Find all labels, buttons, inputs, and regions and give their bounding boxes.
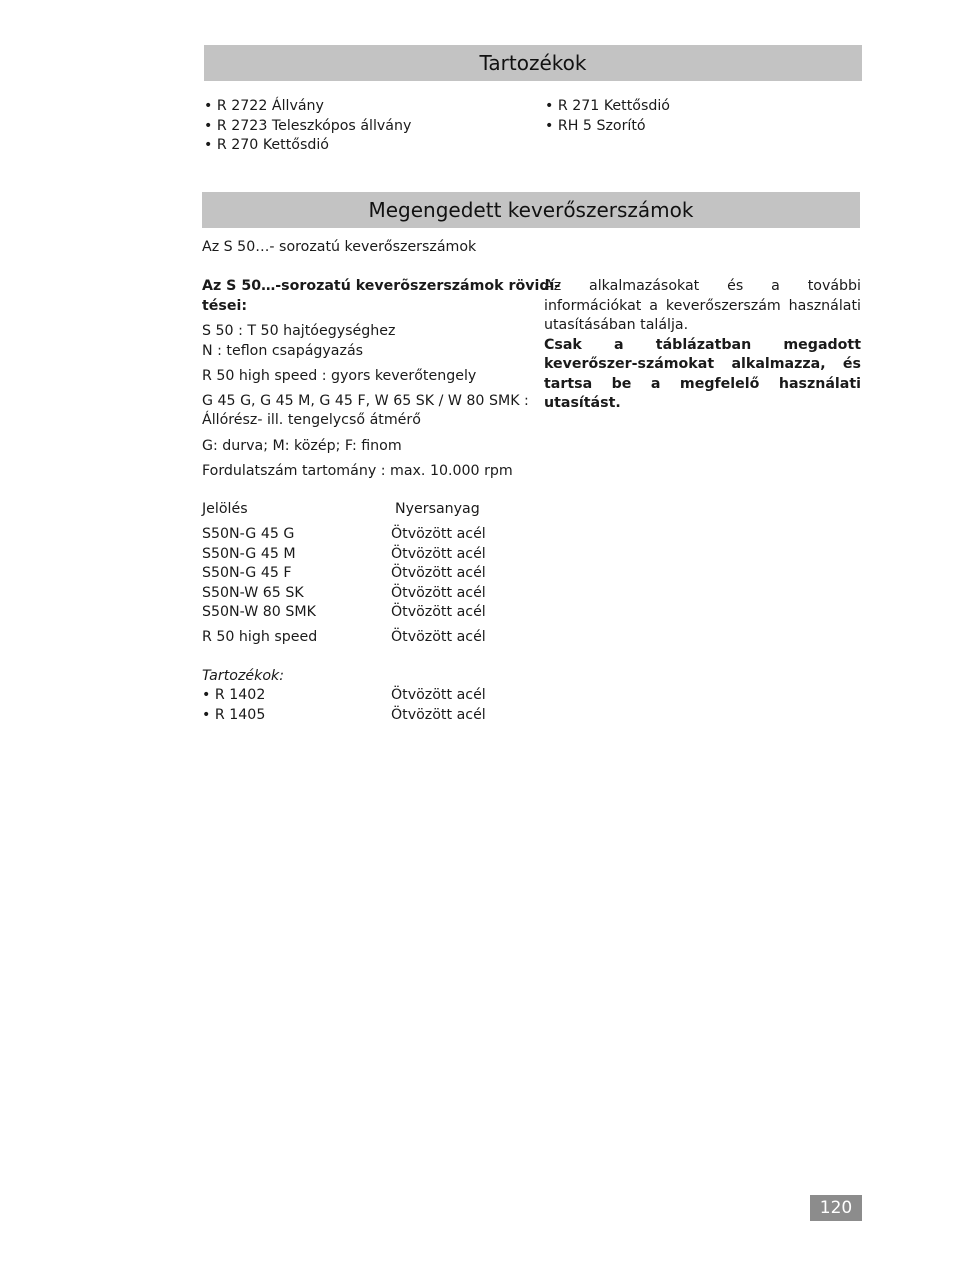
accessory-item: • R 271 Kettősdió [545,98,670,114]
table-row-designation: • R 1405 [202,706,266,723]
accessories-section-title: Tartozékok [204,45,862,81]
abbreviation-line: Állórész- ill. tengelycső átmérő [202,412,421,428]
series-heading: Az S 50…- sorozatú keverőszerszámok [202,239,477,255]
table-row-designation: S50N-G 45 M [202,545,296,562]
table-row-material: Ötvözött acél [391,526,486,542]
abbreviation-line: G: durva; M: közép; F: finom [202,437,402,454]
table-row-material: Ötvözött acél [391,604,486,620]
abbreviation-line: S 50 : T 50 hajtóegységhez [202,323,396,339]
abbreviation-line: N : teflon csapágyazás [202,342,364,359]
accessory-item: • RH 5 Szorító [545,117,646,134]
table-row-designation: • R 1402 [202,687,266,703]
accessory-item: • R 270 Kettősdió [204,137,329,153]
table-row-designation: S50N-G 45 G [202,526,295,542]
accessory-item: • R 2723 Teleszkópos állvány [204,117,412,134]
table-row-material: Ötvözött acél [391,706,486,723]
tools-section-title: Megengedett keverőszerszámok [202,192,860,228]
table-row-designation: S50N-W 65 SK [202,584,304,601]
table-row-material: Ötvözött acél [391,565,486,581]
accessory-item: • R 2722 Állvány [204,98,324,114]
abbreviation-heading: tései: [202,297,248,314]
page-number: 120 [810,1195,862,1221]
table-header-designation: Jelölés [202,501,248,517]
abbreviation-line: G 45 G, G 45 M, G 45 F, W 65 SK / W 80 SMK : [202,392,529,409]
abbreviation-heading: Az S 50…-sorozatú keverõszerszámok rövidí- [202,278,561,294]
table-header-material: Nyersanyag [395,501,480,517]
table-accessories-label: Tartozékok: [202,668,285,684]
table-row-material: Ötvözött acél [391,687,486,703]
table-row-material: Ötvözött acél [391,629,486,645]
abbreviation-line: R 50 high speed : gyors keverőtengely [202,367,477,384]
warning-paragraph: Csak a táblázatban megadott keverőszer-számokat alkalmazza, és tartsa be a megfelelő használati utasítást. [544,336,861,411]
table-row-material: Ötvözött acél [391,545,486,562]
table-row-material: Ötvözött acél [391,584,486,601]
table-row-designation: S50N-G 45 F [202,565,292,581]
table-row-designation: R 50 high speed [202,629,318,645]
abbreviation-line: Fordulatszám tartomány : max. 10.000 rpm [202,462,513,479]
info-paragraph: Az alkalmazásokat és a további információkat a keverőszerszám használati utasításában találja. [544,278,861,333]
table-row-designation: S50N-W 80 SMK [202,604,316,620]
